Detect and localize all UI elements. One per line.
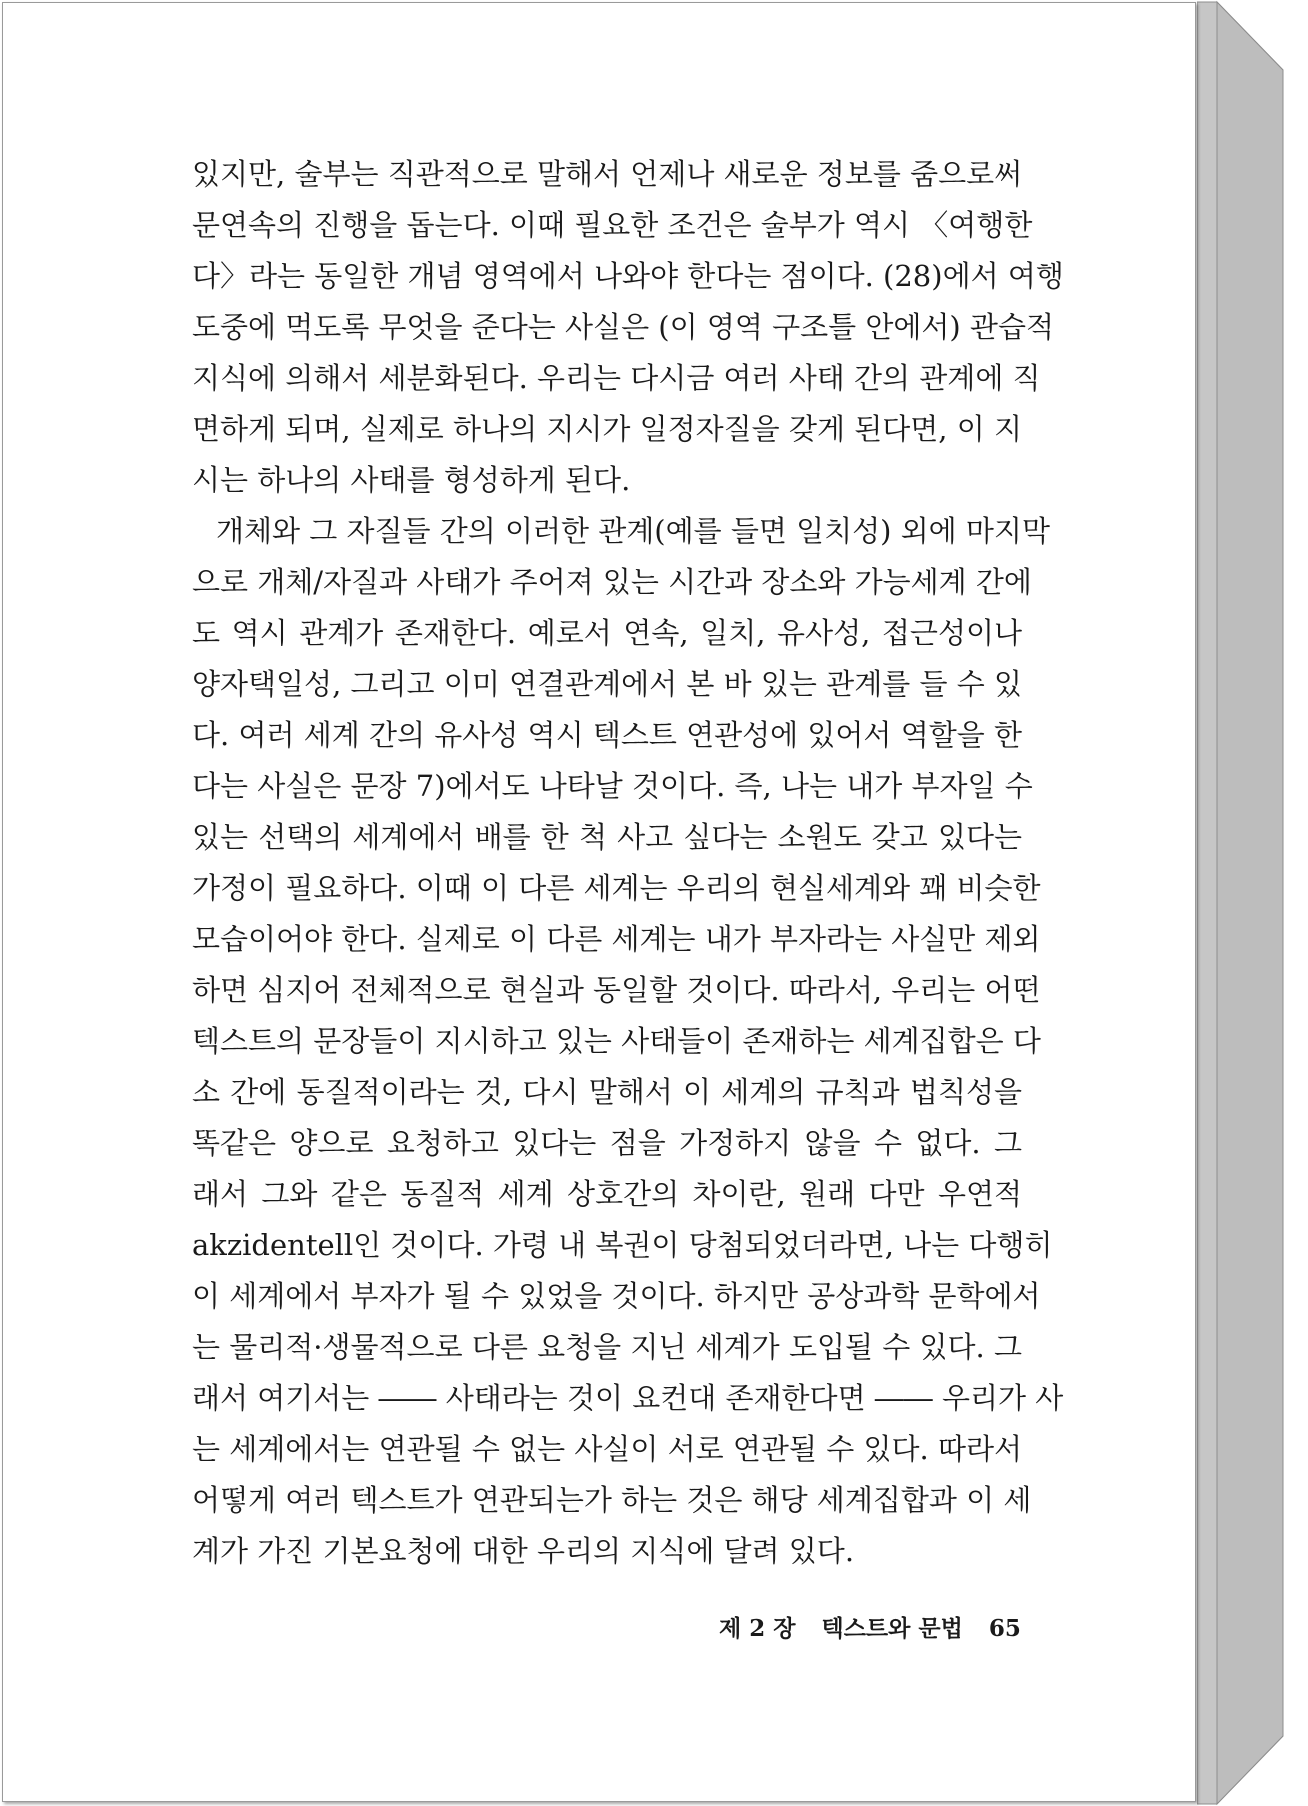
page-stack-edge [1197,0,1308,1806]
text-line: 모습이어야 한다. 실제로 이 다른 세계는 내가 부자라는 사실만 제외 [192,922,1041,956]
text-line: 다. 여러 세계 간의 유사성 역시 텍스트 연관성에 있어서 역할을 한 [192,718,1022,752]
text-line: 양자택일성, 그리고 이미 연결관계에서 본 바 있는 관계를 들 수 있 [192,667,1022,701]
text-line: akzidentell인 것이다. 가령 내 복권이 당첨되었더라면, 나는 다행히 [192,1228,1053,1262]
body-text [192,149,1064,1577]
footer-title: 텍스트와 문법 [821,1615,963,1642]
page-number: 65 [988,1615,1021,1642]
text-line: 래서 그와 같은 동질적 세계 상호간의 차이란, 원래 다만 우연적 [192,1177,1022,1211]
text-line: 가정이 필요하다. 이때 이 다른 세계는 우리의 현실세계와 꽤 비슷한 [192,871,1041,905]
text-line: 시는 하나의 사태를 형성하게 된다. [192,463,631,497]
footer-chapter: 제 2 장 [719,1615,796,1642]
paragraph-start-line: 개체와 그 자질들 간의 이러한 관계(예를 들면 일치성) 외에 마지막 [216,514,1050,548]
text-line: 도중에 먹도록 무엇을 준다는 사실은 (이 영역 구조틀 안에서) 관습적 [192,310,1054,344]
text-line: 는 물리적·생물적으로 다른 요청을 지닌 세계가 도입될 수 있다. 그 [192,1330,1022,1364]
text-line: 으로 개체/자질과 사태가 주어져 있는 시간과 장소와 가능세계 간에 [192,565,1032,599]
text-line: 소 간에 동질적이라는 것, 다시 말해서 이 세계의 규칙과 법칙성을 [192,1075,1022,1109]
text-line: 텍스트의 문장들이 지시하고 있는 사태들이 존재하는 세계집합은 다 [192,1024,1041,1058]
text-line: 하면 심지어 전체적으로 현실과 동일할 것이다. 따라서, 우리는 어떤 [192,973,1041,1007]
text-line: 이 세계에서 부자가 될 수 있었을 것이다. 하지만 공상과학 문학에서 [192,1279,1041,1313]
book-page [2,2,1196,1802]
text-line: 똑같은 양으로 요청하고 있다는 점을 가정하지 않을 수 없다. 그 [192,1126,1022,1160]
text-line: 는 세계에서는 연관될 수 없는 사실이 서로 연관될 수 있다. 따라서 [192,1432,1022,1466]
text-line: 있지만, 술부는 직관적으로 말해서 언제나 새로운 정보를 줌으로써 [192,157,1023,191]
text-line: 면하게 되며, 실제로 하나의 지시가 일정자질을 갖게 된다면, 이 지 [192,412,1022,446]
text-line: 있는 선택의 세계에서 배를 한 척 사고 싶다는 소원도 갖고 있다는 [192,820,1022,854]
running-footer [719,1609,1021,1649]
text-line: 도 역시 관계가 존재한다. 예로서 연속, 일치, 유사성, 접근성이나 [192,616,1022,650]
text-line: 어떻게 여러 텍스트가 연관되는가 하는 것은 해당 세계집합과 이 세 [192,1483,1032,1517]
text-line: 계가 가진 기본요청에 대한 우리의 지식에 달려 있다. [192,1534,855,1568]
text-line: 문연속의 진행을 돕는다. 이때 필요한 조건은 술부가 역시 〈여행한 [192,208,1033,242]
text-line: 래서 여기서는 ―― 사태라는 것이 요컨대 존재한다면 ―― 우리가 사 [192,1381,1064,1415]
text-line: 다는 사실은 문장 7)에서도 나타날 것이다. 즉, 나는 내가 부자일 수 [192,769,1033,803]
text-line: 다〉라는 동일한 개념 영역에서 나와야 한다는 점이다. (28)에서 여행 [192,259,1064,293]
text-line: 지식에 의해서 세분화된다. 우리는 다시금 여러 사태 간의 관계에 직 [192,361,1041,395]
